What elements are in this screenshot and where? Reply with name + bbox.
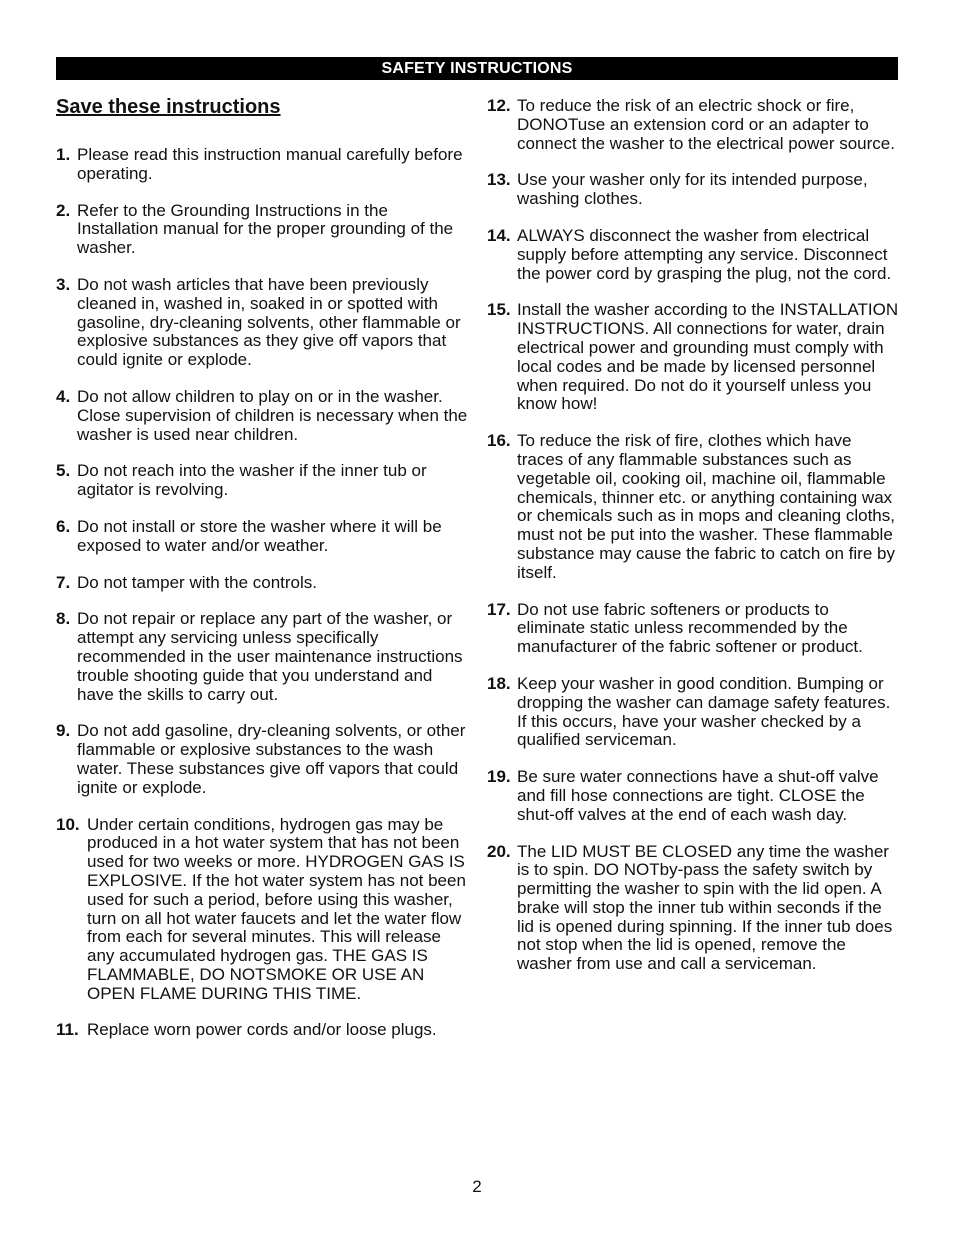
item-number: 3.: [56, 274, 71, 294]
right-column: [487, 97, 901, 992]
instruction-item: [56, 202, 471, 258]
item-text: Keep your washer in good condition. Bumping or dropping the washer can damage safety features. If this occurs, have your washer checked by a qualified serviceman.: [517, 673, 891, 750]
item-number: 2.: [56, 200, 71, 220]
item-text: Be sure water connections have a shut-off valve and fill hose connections are tight. CLOSE the shut-off valves at the end of each wash day.: [517, 767, 879, 824]
item-text: Do not repair or replace any part of the washer, or attempt any servicing unless specifically recommended in the user maintenance instructions trouble shooting guide that you understand and have the skills to carry out.: [77, 609, 463, 704]
item-number: 9.: [56, 721, 71, 741]
item-number: 5.: [56, 461, 71, 481]
item-text: Please read this instruction manual carefully before operating.: [77, 145, 463, 183]
item-number: 18.: [487, 673, 511, 693]
section-header-bar: [56, 57, 898, 80]
item-number: 6.: [56, 516, 71, 536]
item-number: 11.: [56, 1020, 79, 1040]
left-column: [56, 94, 471, 1058]
instruction-item: [56, 574, 471, 593]
item-number: 10.: [56, 814, 80, 834]
instruction-item: [56, 276, 471, 370]
item-number: 1.: [56, 145, 71, 164]
instruction-item: [487, 227, 901, 283]
header-title: SAFETY INSTRUCTIONS: [381, 60, 573, 77]
instruction-item: [487, 601, 901, 657]
page-number: 2: [472, 1177, 482, 1196]
instruction-item: [487, 432, 901, 582]
instruction-item: [487, 301, 901, 414]
item-text: Do not install or store the washer where it will be exposed to water and/or weather.: [77, 516, 442, 555]
item-text: Use your washer only for its intended purpose, washing clothes.: [517, 170, 868, 209]
item-text: ALWAYS disconnect the washer from electrical supply before attempting any service. Disconnect the power cord by grasping the plug, not the cord.: [517, 225, 892, 283]
item-text: Do not add gasoline, dry-cleaning solvents, or other flammable or explosive substances to the wash water. These substances give off vapors that could ignite or explode.: [77, 721, 466, 797]
item-text: Do not reach into the washer if the inner tub or agitator is revolving.: [77, 461, 427, 500]
instruction-item: [56, 388, 471, 444]
instruction-item: [56, 610, 471, 704]
item-text: Do not allow children to play on or in the washer. Close supervision of children is necessary when the washer is used near children.: [77, 386, 468, 444]
item-text: To reduce the risk of an electric shock or fire, DONOTuse an extension cord or an adapter to connect the washer to the electrical power source.: [517, 96, 895, 153]
item-number: 16.: [487, 431, 511, 451]
instruction-item: [487, 171, 901, 209]
instruction-item: [487, 768, 901, 824]
item-number: 7.: [56, 572, 71, 592]
item-number: 17.: [487, 599, 511, 619]
instruction-item: [487, 97, 901, 153]
instruction-item: [487, 843, 901, 975]
item-text: Do not use fabric softeners or products to eliminate static unless recommended by the manufacturer of the fabric softener or product.: [517, 599, 863, 657]
instruction-item: [487, 675, 901, 750]
item-number: 8.: [56, 609, 71, 629]
item-text: To reduce the risk of fire, clothes which have traces of any flammable substances such as vegetable oil, cooking oil, machine oil, flammable chemicals, thinner etc. or anything containing wax or chemicals such as in mops and cleaning cloths, must not be put into the washer. These flammable substance may cause the fabric to catch on fire by itself.: [517, 431, 895, 582]
instruction-item: [56, 816, 471, 1004]
item-number: 20.: [487, 841, 511, 861]
item-text: Do not tamper with the controls.: [77, 572, 318, 592]
section-title: Save these instructions: [56, 96, 281, 118]
instruction-item: [56, 1021, 471, 1040]
item-text: Under certain conditions, hydrogen gas may be produced in a hot water system that has not been used for two weeks or more. HYDROGEN GAS IS EXPLOSIVE. If the hot water system has not been used for such a period, before using this washer, turn on all hot water faucets and let the water flow from each for several minutes. This will release any accumulated hydrogen gas. THE GAS IS FLAMMABLE, DO NOTSMOKE OR USE AN OPEN FLAME DURING THIS TIME.: [87, 814, 466, 1003]
item-number: 14.: [487, 225, 511, 245]
instruction-item: [56, 722, 471, 797]
instruction-item: [56, 518, 471, 556]
item-text: Refer to the Grounding Instructions in the Installation manual for the proper grounding of the washer.: [77, 200, 454, 258]
item-number: 19.: [487, 767, 511, 787]
instruction-item: [56, 146, 471, 184]
item-number: 4.: [56, 386, 71, 406]
item-text: Do not wash articles that have been previously cleaned in, washed in, soaked in or spotted with gasoline, dry-cleaning solvents, other flammable or explosive substances as they give off vapors that could ignite or explode.: [77, 274, 461, 370]
item-number: 13.: [487, 170, 511, 190]
item-text: Replace worn power cords and/or loose plugs.: [87, 1020, 437, 1040]
instruction-item: [56, 462, 471, 500]
item-text: Install the washer according to the INSTALLATION INSTRUCTIONS. All connections for water, drain electrical power and grounding must comply with local codes and be made by licensed personnel when required. Do not do it yourself unless you know how!: [517, 300, 899, 414]
item-text: The LID MUST BE CLOSED any time the washer is to spin. DO NOTby-pass the safety switch by permitting the washer to spin with the lid open. A brake will stop the inner tub within seconds if the lid is opened during spinning. If the inner tub does not stop when the lid is opened, remove the washer from use and call a serviceman.: [517, 841, 893, 974]
item-number: 12.: [487, 96, 511, 115]
item-number: 15.: [487, 300, 511, 320]
